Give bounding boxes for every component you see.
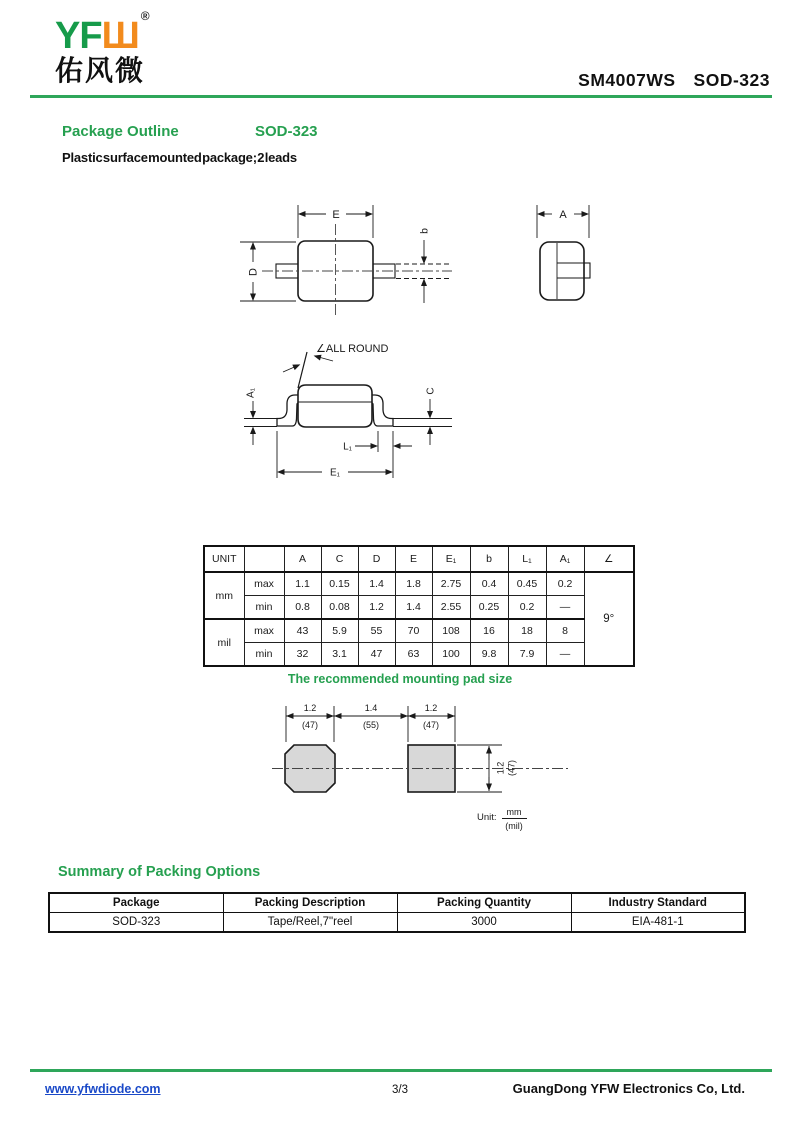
gullwing-lead-left bbox=[277, 395, 299, 426]
unit-numerator: mm bbox=[506, 807, 522, 817]
packing-col-quantity: Packing Quantity bbox=[397, 893, 571, 913]
packing-quantity: 3000 bbox=[397, 913, 571, 933]
pad-dim2-mm: 1.4 bbox=[364, 703, 378, 713]
dim-table-header-row bbox=[204, 546, 634, 572]
company-name: GuangDong YFW Electronics Co, Ltd. bbox=[512, 1081, 745, 1096]
dim-col-A1: A₁ bbox=[546, 546, 584, 572]
packing-col-standard: Industry Standard bbox=[571, 893, 745, 913]
dimension-A1 bbox=[246, 387, 257, 445]
dim-label-E1: E₁ bbox=[329, 467, 341, 479]
dim-col-angle: ∠ bbox=[584, 546, 634, 572]
dim-row-mm-min: min 0.8 0.08 1.2 1.4 2.55 0.25 0.2 — bbox=[204, 596, 634, 620]
lead-stub bbox=[584, 263, 590, 278]
dim-col-b: b bbox=[470, 546, 508, 572]
dim-col-D: D bbox=[358, 546, 395, 572]
dim-col-unit: UNIT bbox=[204, 546, 244, 572]
package-body-profile bbox=[298, 385, 372, 427]
pad-dim3-mil: (47) bbox=[422, 720, 440, 730]
part-number: SM4007WS bbox=[578, 70, 676, 90]
dim-row-mil-min: min 32 3.1 47 63 100 9.8 7.9 — bbox=[204, 643, 634, 667]
side-view-body bbox=[540, 242, 590, 300]
dim-row-mil-max: mil max 43 5.9 55 70 108 16 18 8 bbox=[204, 619, 634, 643]
section-description: Plastic surface mounted package; 2 leads bbox=[62, 150, 297, 165]
dim-label-b: b bbox=[418, 228, 431, 234]
dim-label-C: C bbox=[425, 387, 437, 395]
section-title: Package Outline bbox=[62, 123, 179, 140]
header-rule bbox=[30, 95, 772, 98]
logo-wordmark bbox=[55, 10, 149, 55]
company-logo bbox=[55, 10, 149, 85]
dim-label-L1: L₁ bbox=[343, 441, 352, 453]
pad-dim1-mm: 1.2 bbox=[303, 703, 317, 713]
dim-row-mm-max: mm max 1.1 0.15 1.4 1.8 2.75 0.4 0.45 0.2 9° bbox=[204, 572, 634, 596]
dim-col-A: A bbox=[284, 546, 321, 572]
dimension-A bbox=[537, 205, 589, 238]
dimension-table bbox=[203, 545, 635, 667]
top-view-body bbox=[262, 224, 452, 318]
dimension-C bbox=[426, 387, 437, 445]
dim-label-A1: A₁ bbox=[245, 387, 257, 399]
logo-w-glyph: Ш bbox=[101, 15, 139, 57]
website-link[interactable]: www.yfwdiode.com bbox=[45, 1082, 161, 1096]
footer-rule bbox=[30, 1069, 772, 1072]
logo-chinese-name: 佑风微 bbox=[55, 55, 146, 86]
dim-col-L1: L₁ bbox=[508, 546, 546, 572]
packing-table bbox=[48, 892, 746, 933]
packing-standard: EIA-481-1 bbox=[571, 913, 745, 933]
package-body-side-view bbox=[540, 242, 584, 300]
packing-col-package: Package bbox=[49, 893, 223, 913]
packing-data-row bbox=[49, 913, 745, 933]
all-round-label: ∠ALL ROUND bbox=[316, 343, 389, 355]
packing-col-description: Packing Description bbox=[223, 893, 397, 913]
mounting-pad-diagram bbox=[265, 700, 575, 840]
pad-horizontal-dimensions bbox=[286, 703, 455, 742]
pad-dim2-mil: (55) bbox=[362, 720, 380, 730]
pad-dimv-mil: (47) bbox=[506, 759, 517, 777]
registered-mark-icon: ® bbox=[140, 9, 149, 23]
package-profile-diagram bbox=[235, 338, 525, 495]
packing-header-row bbox=[49, 893, 745, 913]
angle-value: 9° bbox=[584, 572, 634, 666]
dimension-b bbox=[396, 228, 449, 303]
logo-yf-text: YF bbox=[55, 15, 102, 57]
unit-denominator: (mil) bbox=[505, 821, 523, 831]
pad-dim3-mm: 1.2 bbox=[424, 703, 438, 713]
unit-note bbox=[477, 807, 527, 831]
pads bbox=[272, 745, 568, 792]
dimension-E1 bbox=[277, 431, 393, 479]
gullwing-lead-right bbox=[371, 395, 393, 426]
unit-mm: mm bbox=[204, 572, 244, 619]
page-number: 3/3 bbox=[392, 1084, 408, 1096]
pad-dimv-mm: 1.2 bbox=[495, 761, 506, 775]
package-name: SOD-323 bbox=[693, 70, 770, 90]
mounting-pad-title: The recommended mounting pad size bbox=[287, 672, 513, 686]
dim-col-E1: E₁ bbox=[432, 546, 470, 572]
dim-col-C: C bbox=[321, 546, 358, 572]
all-round-callout bbox=[283, 343, 388, 388]
profile-body bbox=[244, 385, 452, 427]
unit-label: Unit: bbox=[477, 812, 497, 823]
document-title bbox=[578, 70, 770, 91]
packing-description: Tape/Reel,7"reel bbox=[223, 913, 397, 933]
dimension-L1 bbox=[343, 431, 412, 453]
dim-col-E: E bbox=[395, 546, 432, 572]
dim-label-A: A bbox=[559, 209, 567, 221]
dim-label-E: E bbox=[332, 209, 340, 221]
package-top-side-view-diagram bbox=[230, 195, 620, 335]
unit-mil: mil bbox=[204, 619, 244, 666]
packing-package: SOD-323 bbox=[49, 913, 223, 933]
pad-dim1-mil: (47) bbox=[301, 720, 319, 730]
packing-heading: Summary of Packing Options bbox=[58, 864, 261, 880]
section-package: SOD-323 bbox=[255, 123, 318, 140]
dim-label-D: D bbox=[247, 268, 260, 276]
